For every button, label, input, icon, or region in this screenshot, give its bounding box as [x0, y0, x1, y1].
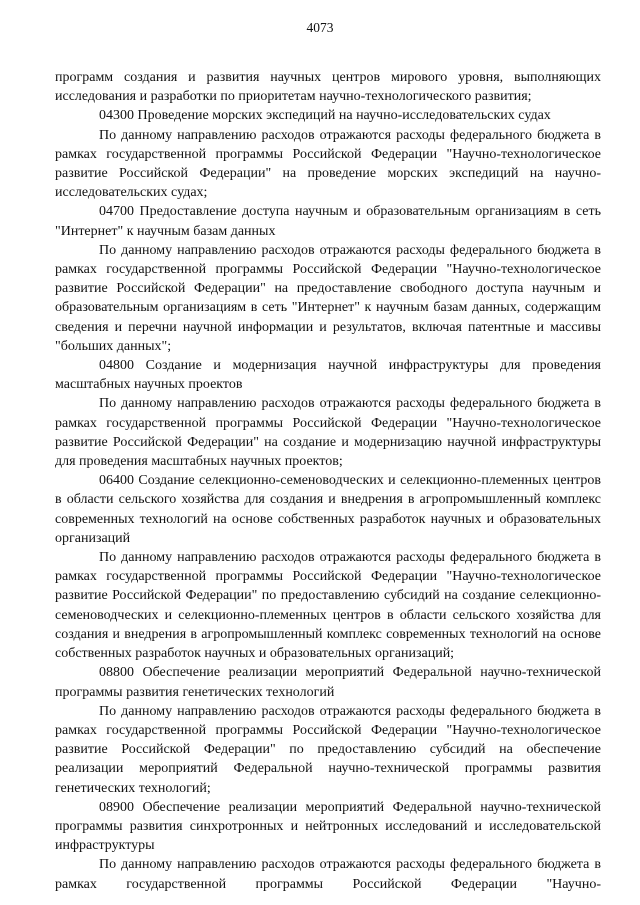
paragraph: По данному направлению расходов отражаются расходы федерального бюджета в рамках государственной программы Российской Федерации "Научно-технологическое развитие Российской Федерации" на предоставление свободного доступа научным и образовательным организациям в сеть "Интернет" к научным базам данных, содержащим сведения и перечни научной информации и результатов, включая патентные и массивы "больших данных";	[55, 242, 601, 354]
section-heading: 04800 Создание и модернизация научной инфраструктуры для проведения масштабных научных проектов	[55, 358, 601, 393]
paragraph: программ создания и развития научных центров мирового уровня, выполняющих исследования и разработки по приоритетам научно-технологического развития;	[55, 70, 601, 105]
section-heading: 08800 Обеспечение реализации мероприятий Федеральной научно-технической программы развития генетических технологий	[55, 665, 601, 700]
page-number: 4073	[306, 20, 334, 35]
paragraph: По данному направлению расходов отражаются расходы федерального бюджета в рамках государственной программы Российской Федерации "Научно-технологическое развитие Российской Федерации" по предоставлению субсидий на создание селекционно-семеноводческих и селекционно-племенных центров в области сельского хозяйства для создания и внедрения в агропромышленный комплекс современных технологий на основе собственных разработок научных и образовательных организаций;	[55, 550, 601, 662]
section-heading: 06400 Создание селекционно-семеноводческих и селекционно-племенных центров в области сельского хозяйства для создания и внедрения в агропромышленный комплекс современных технологий на основе собственных разработок научных и образовательных организаций	[55, 473, 601, 546]
paragraph: По данному направлению расходов отражаются расходы федерального бюджета в рамках государственной программы Российской Федерации "Научно-технологическое развитие Российской Федерации" на проведение морских экспедиций на научно-исследовательских судах;	[55, 127, 601, 201]
section-heading: 08900 Обеспечение реализации мероприятий Федеральной научно-технической программы развития синхротронных и нейтронных исследований и исследовательской инфраструктуры	[55, 799, 601, 854]
document-body	[55, 68, 601, 894]
section-heading: 04300 Проведение морских экспедиций на научно-исследовательских судах	[99, 108, 551, 124]
section-heading: 04700 Предоставление доступа научным и образовательным организациям в сеть "Интернет" к научным базам данных	[55, 204, 601, 239]
paragraph: По данному направлению расходов отражаются расходы федерального бюджета в рамках государственной программы Российской Федерации "Научно-технологическое развитие Российской Федерации" на создание и модернизацию научной инфраструктуры для проведения масштабных научных проектов;	[55, 396, 601, 470]
paragraph: По данному направлению расходов отражаются расходы федерального бюджета в рамках государственной программы Российской Федерации "Научно-технологическое развитие Российской Федерации" по предоставлению субсидий на обеспечение реализации мероприятий Федеральной научно-технической программы развития генетических технологий;	[55, 703, 601, 796]
paragraph: По данному направлению расходов отражаются расходы федерального бюджета в рамках государственной программы Российской Федерации "Научно-	[55, 857, 601, 892]
